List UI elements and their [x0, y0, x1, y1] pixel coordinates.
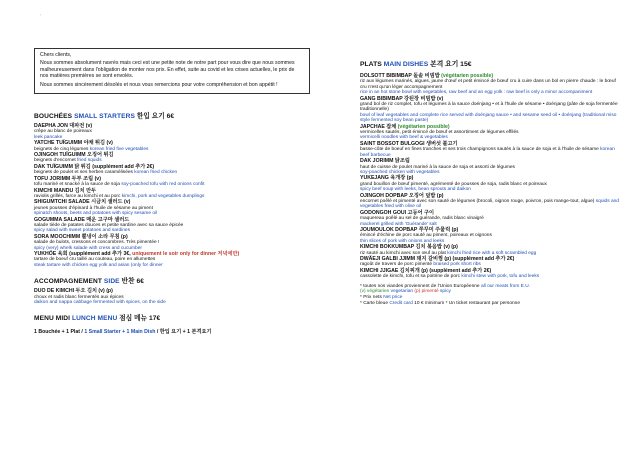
lunch-menu-title: MENU MIDI LUNCH MENU 점심 메뉴 17€ — [34, 315, 161, 323]
menu-item: YATCHE TUÏGUIMM 야채 튀김 (v) beignets de cinq légumes korean fried five vegetables — [34, 140, 149, 152]
menu-item: KIMCHI JJIGAE 김치찌개 (p) (supplément add 추가 2€) cassolette de kimchi, tofu et sa poitrine de porc kimchi stew with pork, tofu and leeks — [360, 267, 540, 280]
menu-item: DAK JORIMM 닭조림 haut de cuisse de poulet mariné à la sauce de soja et assorti de légumes soy-poached chicken with vegetables — [360, 158, 515, 175]
mains-title: PLATS MAIN DISHES 본격 요기 15€ — [360, 61, 472, 68]
menu-item: JAPCHAE 잡채 (végétarien possible) vermicelles sautés, petit émincé de bœuf et assortiment de légumes effilés vermicelli noodles with beef & vegetables — [360, 123, 519, 141]
menu-item: GOGUMMA SALADE 매운 고구마 샐러드 salade tiède de patates douces et petite sardine avec sa sauce épicée spicy salad with sweet potatoes and sardines — [34, 216, 184, 234]
notice-body: Nous sommes absolument navrés mais ceci est une petite note de notre part pour vous dire que nous sommes malheureusement dans l'obligation de monter nos prix. En effet, suite au covid et les crises actuelles, le prix de nos matières premières se sont envolés. — [40, 60, 295, 80]
price-notice-box — [34, 48, 310, 94]
sides-title: ACCOMPAGNEMENT SIDE 반찬 6€ — [34, 278, 145, 286]
starters-title-price: 한입 요기 6€ — [136, 113, 175, 121]
corner-mark: ' — [40, 13, 41, 18]
menu-item: JOUMOULOK DOPBAP 쭈꾸미 주물럭 (p) émincé d'échine de porc sauté au piment, poireaux et oignons thin slices of pork with onions and leeks — [360, 226, 492, 244]
menu-item: KIMCHI MANDU 김치 만두 raviolis grillés, farce au kimchi et au porc kimchi, pork and vegetables dumplings — [34, 187, 205, 199]
menu-item: OJINGOH DOPBAP 오징어 덮밥 (p) encornet poêlé et pimenté avec son sauté de légumes (brocoli, oignon rouge, poivron, pois mange-tout, algue) squids and vegetables fried with olive oil — [360, 192, 619, 210]
footnotes: * toutes nos viandes proviennent de l'Union Européenne all our meats from E.U. (v) végétarien vegetarian (p) pimenté spicy * Prix nets Net price * Carte bleue Credit card 10 € minimum * Un ticket restaurant par personne — [360, 283, 530, 307]
menu-item: SHIGUMTCHI SALADE 시금치 샐러드 (v) jeunes pousses d'épinard à l'huile de sésame au piment spinatch shoots, beets and potatoes with spicy sesame oil — [34, 199, 158, 217]
menu-item: KIMCHI BOKKUMBAP 김치 볶음밥 (v) (p) riz sauté au kimchi avec son œuf au plat kimchi fried rice with a soft scrambled egg — [360, 244, 537, 256]
notice-thanks: Nous sommes sincèrement désolés et nous vous remercions pour votre compréhension et bon appétit ! — [40, 81, 278, 88]
right-column — [332, 48, 622, 307]
menu-item: DOLSOTT BIBIMBAP 돌솥 비빔밥 (végétarien possible) riz aux légumes marinés, algues, jaune d'œuf et petit émincé de bœuf cru à cuire dans un bol en pierre chaude : le bœuf cru n'est qu'un léger accompagnement rice in an hot stone bowl with vegetables, raw beef and an egg yolk : raw beef is only a minor accompaniment — [360, 73, 616, 96]
menu-item: YUKEJANG 육개장 (p) grand bouillon de bœuf pimenté, agrémenté de pousses de soja, radis blanc et poireaux spicy beef soup with leeks, bean sprouts and daikon — [360, 175, 547, 193]
menu-item: DWÄEJI GALBI JJIMM 돼지 갈비찜 (p) (supplément add 추가 2€) ragoût de travers de porc pimenté braised pork short ribs — [360, 256, 515, 268]
notice-greeting: Chers clients, — [40, 52, 72, 58]
menu-item: DAK TUÏGUIMM 닭 튀김 (supplément add 추가 2€) beignets de poulet et ses herbes caramélisées korean fried chicken — [34, 163, 178, 176]
menu-item: SORA MOOCHIMM 뿔냉이 소라 무침 (p) salade de bulots, cressons et concombres. Très pimentée ! spicy (very) whelk salade with cress and cucumber — [34, 233, 160, 251]
menu-item: YUKHÖE 육회 (supplément add 추가 3€, uniquement le soir only for dinner 저녁에만) tartare de boeuf cru taillé au couteau, poire en allumettes steak tartare with chicken egg yolk and asian (only for dinner — [34, 250, 240, 268]
menu-item: GANG BIBIMBAP 강된장 비빔밥 (v) grand bol de riz complet, tofu et légumes à la sauce doénjang • et à l'huile de sésame • doénjang (pâte de soja fermentée traditionnelle) bowl of leaf vegetables and complete rice served with doénjang sauce • and sesame seed oil • doénjang (traditional miso style fermented soy bean paste) — [360, 95, 618, 124]
left-column — [28, 48, 314, 335]
lunch-menu-formula: 1 Bouchée + 1 Plat / 1 Small Starter + 1 Main Dish / 한입 요기 + 1 본격요기 — [34, 329, 212, 336]
menu-item: DAEPHA JON 대파전 (v) crêpe au blanc de poireaux leek pancake — [34, 123, 93, 140]
menu-item: OJINGOH TUÏGUIMM 오징어 튀김 beignets d'encornet fried squids — [34, 152, 114, 164]
starters-title-fr: BOUCHÉES — [34, 113, 73, 121]
starters-title-en: SMALL STARTERS — [74, 113, 135, 121]
menu-item: DUO DE KIMCHI 두오 김치 (v) (p) choux et radis blanc fermentés aux épices daikon and nappa cabbage fermented with spices, on the side — [34, 288, 166, 305]
menu-item: SAINT BOSSOT BULGOGI 생버섯 불고기 basse-côte de boeuf en fines tranches et ses trois champignons sautés à la sauce de soja et à l'huile de sésame korean beef barbecue — [360, 140, 615, 158]
menu-item: TOFU JORIMM 두부 조림 (v) tofu mariné et snacké à la sauce de soja soy-poached tofu with red onions confit — [34, 175, 205, 188]
menu-item: GODONGOH GOUI 고등어 구이 maquereau poêlé au sel de guérande, radis blanc vinaigré mackerel grilled with 'Guérande' salt — [360, 209, 484, 227]
starters-title — [34, 110, 314, 120]
